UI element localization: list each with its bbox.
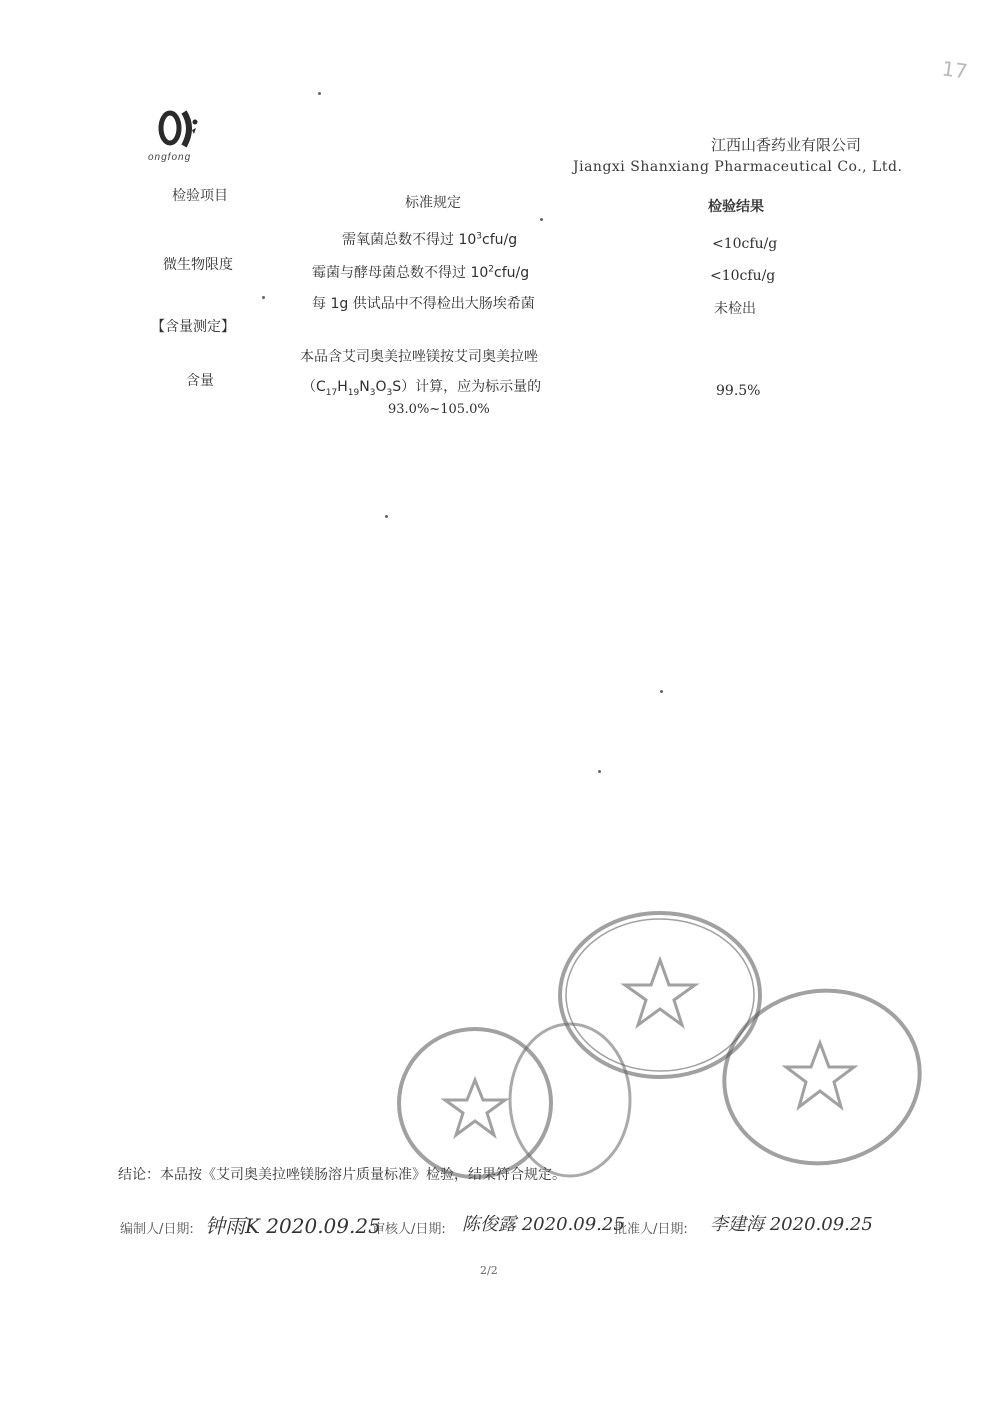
corner-page-mark: 17	[940, 56, 969, 84]
county-hospital-stamp	[720, 985, 925, 1170]
company-name-cn: 江西山香药业有限公司	[711, 136, 862, 154]
assay-section-title: 【含量测定】	[151, 319, 235, 335]
scan-speck	[385, 515, 388, 518]
scan-speck	[318, 92, 321, 95]
microbe-std-1: 需氧菌总数不得过 $10^3cfu/g$	[342, 231, 518, 248]
approved-signature: 李建海 2020.09.25	[710, 1214, 873, 1235]
assay-std-line2: $(C_{17}H_{19}N_3O_3S)$计算，应为标示量的	[302, 379, 542, 398]
scan-speck	[262, 296, 265, 299]
microbe-std-3: 每 1g 供试品中不得检出大肠埃希菌	[312, 296, 535, 312]
header-standard: 标准规定	[405, 195, 461, 211]
scan-speck	[598, 770, 601, 773]
approved-label: 批准人/日期:	[614, 1222, 688, 1237]
assay-item: 含量	[186, 373, 214, 389]
assay-result: 99.5%	[716, 383, 761, 399]
header-item: 检验项目	[172, 188, 228, 204]
header-result: 检验结果	[708, 199, 764, 215]
scan-speck	[540, 218, 543, 221]
assay-std-line3: 93.0%~105.0%	[388, 402, 490, 417]
microbe-std-2: 霉菌与酵母菌总数不得过 $10^2cfu/g$	[312, 264, 530, 281]
company-name-en: Jiangxi Shanxiang Pharmaceutical Co., Ltd.	[573, 159, 903, 175]
microbe-result-1: <10cfu/g	[712, 236, 778, 252]
microbe-item: 微生物限度	[163, 257, 233, 273]
page-number: 2/2	[480, 1264, 498, 1277]
assay-std-line1: 本品含艾司奥美拉唑镁按艾司奥美拉唑	[300, 349, 538, 365]
conclusion-text: 结论：本品按《艾司奥美拉唑镁肠溶片质量标准》检验，结果符合规定。	[118, 1167, 566, 1183]
reviewed-label: 审核人/日期:	[372, 1222, 446, 1237]
prepared-signature: 钟雨K 2020.09.25	[205, 1214, 381, 1238]
reviewed-signature: 陈俊露 2020.09.25	[462, 1214, 625, 1235]
microbe-result-2: <10cfu/g	[710, 268, 776, 284]
microbe-result-3: 未检出	[714, 301, 756, 317]
prepared-label: 编制人/日期:	[120, 1222, 194, 1237]
scan-speck	[660, 690, 663, 693]
logo-wordmark: ongfong	[148, 152, 192, 163]
partial-stamp	[505, 1020, 635, 1180]
